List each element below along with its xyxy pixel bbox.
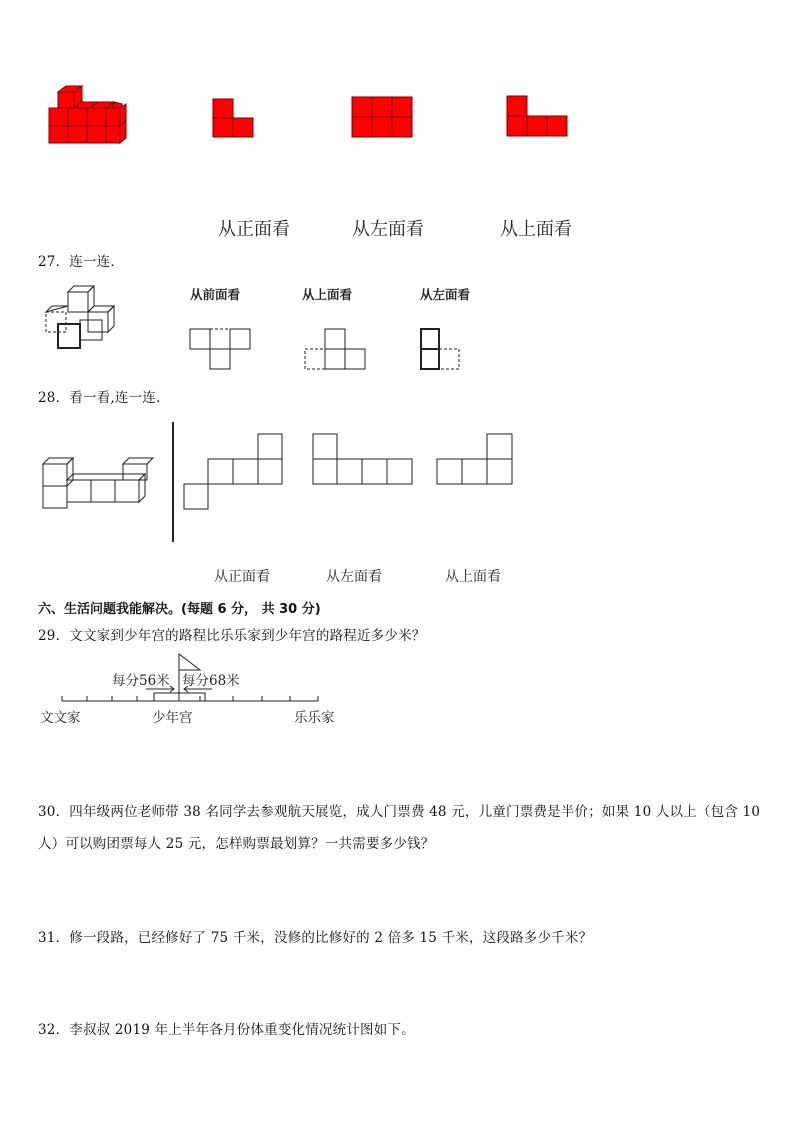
q27-view-shape-2 (304, 328, 366, 372)
view-label-top: 从上面看 (500, 219, 572, 240)
question-30-line-1: 30．四年级两位老师带 38 名同学去参观航天展览，成人门票费 48 元，儿童门票费是半价；如果 10 人以上（包含 10 (38, 804, 761, 820)
view-label-front: 从正面看 (218, 219, 290, 240)
q28-view-shape-2 (312, 433, 414, 487)
view-label-left: 从左面看 (352, 219, 424, 240)
youth-palace-label: 少年宫 (152, 710, 193, 726)
left-speed-label: 每分56米 (112, 673, 170, 689)
q28-label-top: 从上面看 (445, 569, 501, 585)
right-speed-label: 每分68米 (182, 673, 240, 689)
lele-home-label: 乐乐家 (294, 710, 335, 726)
red-view-shape-c (506, 95, 568, 137)
wenwen-home-label: 文文家 (40, 710, 81, 726)
question-30-line-2: 人）可以购团票每人 25 元，怎样购票最划算？一共需要多少钱？ (38, 836, 435, 852)
q27-view-shape-1 (189, 328, 251, 372)
q28-label-left: 从左面看 (326, 569, 382, 585)
q27-cube-solid (42, 284, 124, 352)
q28-cube-solid (42, 456, 154, 512)
q28-view-shape-1 (183, 433, 285, 511)
red-cube-solid-figure (44, 84, 126, 146)
question-28: 28．看一看,连一连． (38, 390, 170, 406)
q27-label-left: 从左面看 (420, 287, 471, 302)
red-view-shape-b (351, 96, 413, 138)
q28-divider (172, 422, 174, 542)
q27-view-shape-3 (420, 328, 464, 372)
q28-view-shape-3 (436, 433, 514, 487)
section-6-title: 六、生活问题我能解决。(每题 6 分， 共 30 分) (38, 602, 321, 617)
question-27: 27．连一连． (38, 254, 125, 270)
question-29: 29．文文家到少年宫的路程比乐乐家到少年宫的路程近多少米？ (38, 628, 426, 644)
question-31: 31．修一段路，已经修好了 75 千米，没修的比修好的 2 倍多 15 千米，这段路多少千米？ (38, 930, 593, 946)
q27-label-front: 从前面看 (190, 287, 241, 302)
question-32: 32．李叔叔 2019 年上半年各月份体重变化情况统计图如下。 (38, 1022, 415, 1038)
q29-route-diagram (40, 652, 360, 732)
q28-label-front: 从正面看 (214, 569, 270, 585)
q27-label-top: 从上面看 (302, 287, 353, 302)
red-view-shape-a (212, 98, 254, 138)
